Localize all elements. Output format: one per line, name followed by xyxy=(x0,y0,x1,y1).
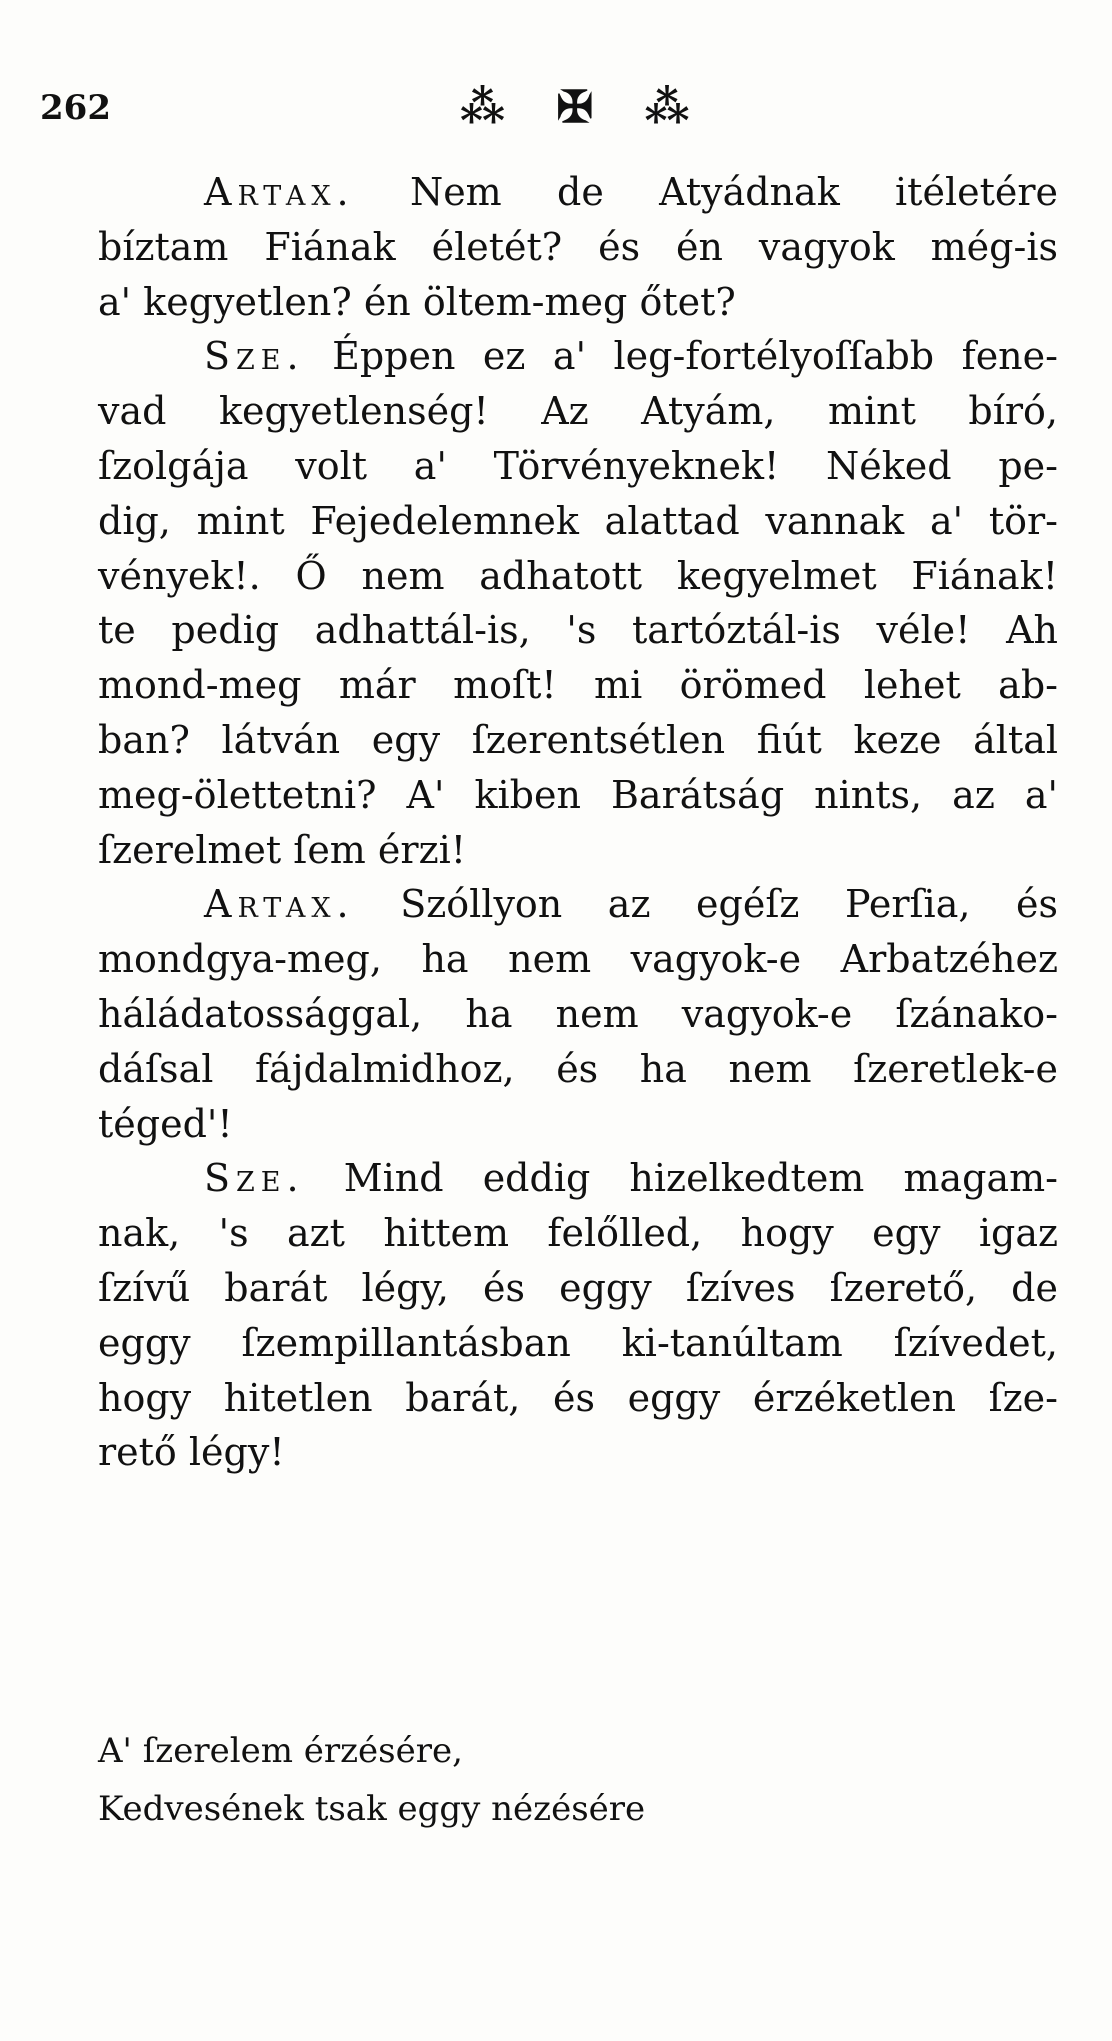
text-line: hogy hitetlen barát, és eggy érzéketlen ſze- xyxy=(98,1375,1058,1420)
page-header xyxy=(40,82,1080,142)
text-line: ſzerelmet ſem érzi! xyxy=(98,827,467,872)
ornament-icon: ⁂ ✠ ⁂ xyxy=(460,82,708,133)
speaker-name: Sze. xyxy=(204,334,305,379)
text-line: téged'! xyxy=(98,1101,233,1146)
dialogue-paragraph-3 xyxy=(98,877,1058,1151)
dialogue-paragraph-1 xyxy=(98,165,1058,329)
text-line: a' kegyetlen? én öltem-meg őtet? xyxy=(98,279,736,324)
dialogue-paragraph-2 xyxy=(98,329,1058,877)
text-line: ban? látván egy ſzerentsétlen fiút keze által xyxy=(98,717,1058,762)
text-line: dáſsal fájdalmidhoz, és ha nem ſzeretlek-e xyxy=(98,1046,1058,1091)
text-line: bíztam Fiának életét? és én vagyok még-is xyxy=(98,224,1058,269)
text-line: Szóllyon az egéſz Perſia, és xyxy=(400,882,1058,927)
text-line: te pedig adhattál-is, 's tartóztál-is véle! Ah xyxy=(98,608,1058,653)
speaker-name: Artax. xyxy=(204,882,355,927)
text-line: ſzívű barát légy, és eggy ſzíves ſzerető, de xyxy=(98,1265,1058,1310)
verse-line: A' ſzerelem érzésére, xyxy=(98,1731,463,1771)
text-line: Éppen ez a' leg-fortélyoſſabb fene- xyxy=(332,334,1058,379)
text-line: meg-ölettetni? A' kiben Barátság nints, az a' xyxy=(98,772,1058,817)
text-line: rető légy! xyxy=(98,1430,285,1475)
text-line: eggy ſzempillantásban ki-tanúltam ſzívedet, xyxy=(98,1320,1058,1365)
text-line: vad kegyetlenség! Az Atyám, mint bíró, xyxy=(98,389,1058,434)
text-line: Nem de Atyádnak itéletére xyxy=(409,170,1058,214)
text-line: nak, 's azt hittem felőlled, hogy egy igaz xyxy=(98,1211,1058,1256)
verse-block xyxy=(98,1722,998,1838)
dialogue-paragraph-4 xyxy=(98,1151,1058,1480)
speaker-name: Artax. xyxy=(204,170,355,214)
text-line: Mind eddig hizelkedtem magam- xyxy=(343,1156,1058,1201)
text-line: mond-meg már moſt! mi örömed lehet ab- xyxy=(98,663,1058,708)
verse-line: Kedvesének tsak eggy nézésére xyxy=(98,1789,646,1829)
text-line: mondgya-meg, ha nem vagyok-e Arbatzéhez xyxy=(98,937,1058,982)
text-line: háládatossággal, ha nem vagyok-e ſzánako- xyxy=(98,991,1058,1036)
speaker-name: Sze. xyxy=(204,1156,305,1201)
dialogue-text xyxy=(98,165,1058,1480)
page-number: 262 xyxy=(40,88,111,128)
text-line: ſzolgája volt a' Törvényeknek! Néked pe- xyxy=(98,443,1058,488)
text-line: vények!. Ő nem adhatott kegyelmet Fiának! xyxy=(98,553,1058,598)
text-line: dig, mint Fejedelemnek alattad vannak a' tör- xyxy=(98,498,1058,543)
